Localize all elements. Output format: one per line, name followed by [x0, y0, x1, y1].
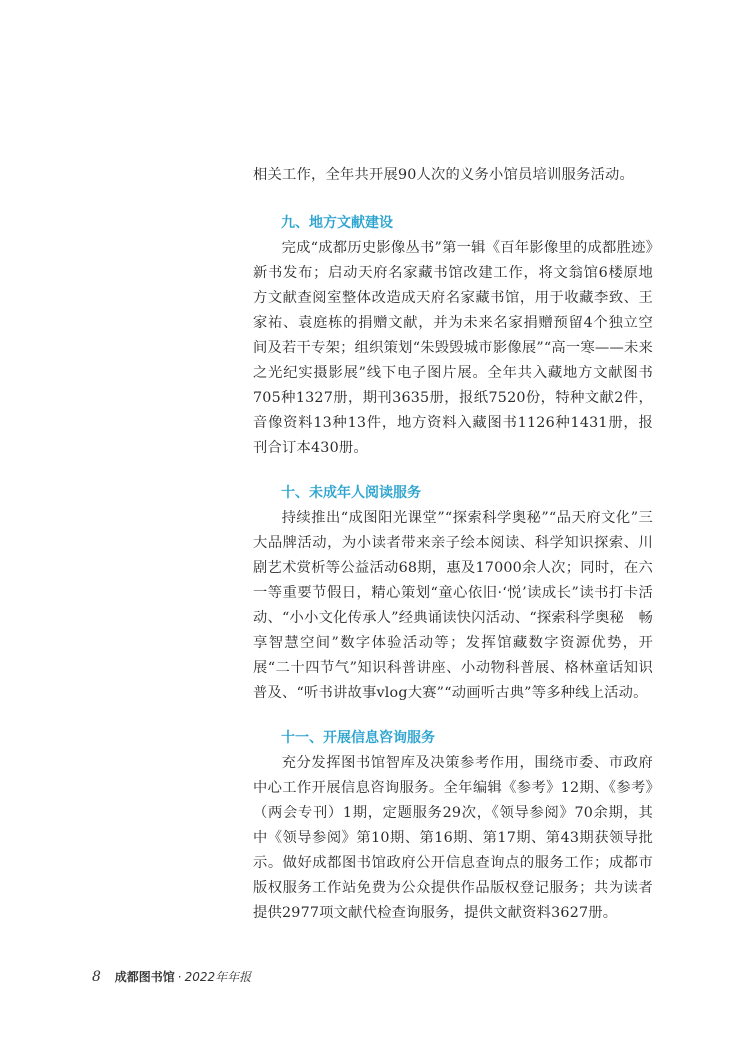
section-body-local-documents: 完成“成都历史影像丛书”第一辑《百年影像里的成都胜迹》新书发布；启动天府名家藏书馆改建工作，将文翁馆6楼原地方文献查阅室整体改造成天府名家藏书馆，用于收藏李致、王家祐、袁庭栋的捐赠文献，并为未来名家捐赠预留4个独立空间及若干专架；组织策划“朱毁毁城市影像展”“高一寒——未来之光纪实摄影展”线下电子图片展。全年共入藏地方文献图书705种1327册，期刊3635册，报纸7520份，特种文献2件，音像资料13种13件，地方资料入藏图书1126种1431册，报刊合订本430册。	[253, 240, 653, 456]
report-issue: 2022年年报	[184, 970, 252, 984]
section-body-info-consulting: 充分发挥图书馆智库及决策参考作用，围绕市委、市政府中心工作开展信息咨询服务。全年编辑《参考》12期、《参考》（两会专刊）1期，定题服务29次，《领导参阅》70余期，其中《领导参阅》第10期、第16期、第17期、第43期获领导批示。做好成都图书馆政府公开信息查询点的服务工作；成都市版权服务工作站免费为公众提供作品版权登记服务；共为读者提供2977项文献代检查询服务，提供文献资料3627册。	[253, 755, 653, 921]
section-spacer	[253, 188, 653, 211]
intro-paragraph: 相关工作，全年共开展90人次的义务小馆员培训服务活动。	[253, 167, 635, 183]
section-heading-local-documents: 九、地方文献建设	[281, 215, 393, 231]
section-heading-info-consulting: 十一、开展信息咨询服务	[281, 730, 435, 746]
section-spacer	[253, 461, 653, 481]
section-body-minor-reading: 持续推出“成图阳光课堂”“探索科学奥秘”“品天府文化”三大品牌活动，为小读者带来亲子绘本阅读、科学知识探索、川剧艺术赏析等公益活动68期，惠及17000余人次；同时，在六一等重要节假日，精心策划“童心依旧·‘悦’读成长”读书打卡活动、“小小文化传承人”经典诵读快闪活动、“探索科学奥秘 畅享智慧空间”数字体验活动等；发挥馆藏数字资源优势，开展“二十四节气”知识科普讲座、小动物科普展、格林童话知识普及、“听书讲故事vlog大赛”“动画听古典”等多种线上活动。	[253, 510, 653, 701]
section-heading-minor-reading: 十、未成年人阅读服务	[281, 485, 421, 501]
page-footer	[92, 969, 251, 985]
section-spacer	[253, 706, 653, 726]
journal-title: 成都图书馆	[114, 970, 175, 984]
page-number: 8	[92, 969, 101, 985]
page-content	[253, 163, 653, 926]
footer-separator: ·	[177, 970, 182, 984]
